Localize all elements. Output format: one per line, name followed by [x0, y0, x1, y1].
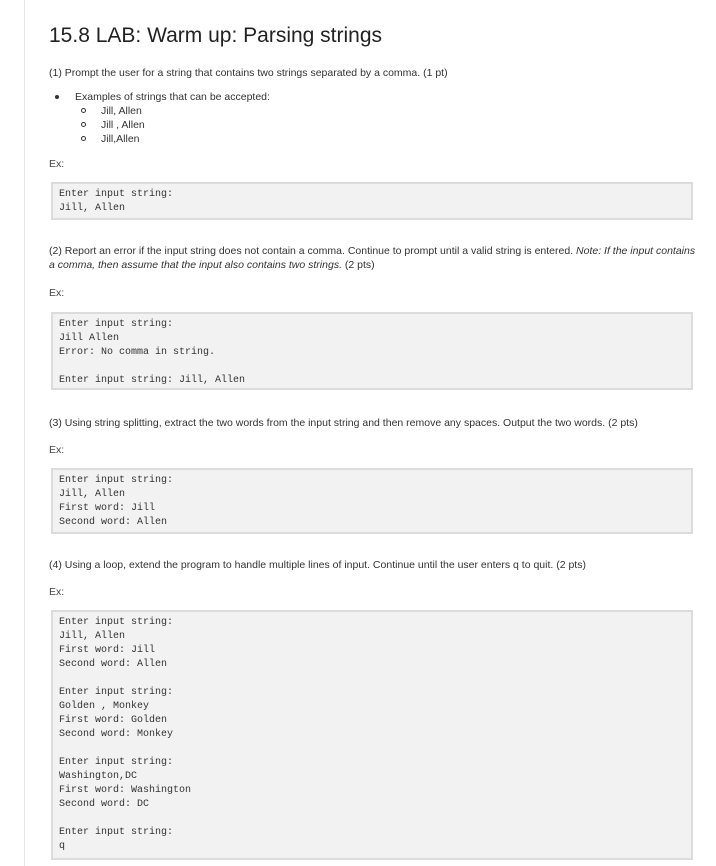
- example-label: Ex:: [49, 287, 65, 299]
- example-label: Ex:: [49, 586, 65, 598]
- example-label: Ex:: [49, 158, 65, 170]
- bullet-text: Examples of strings that can be accepted:: [75, 91, 270, 103]
- list-item: [49, 90, 669, 104]
- circle-bullet-icon: [81, 108, 86, 113]
- list-item: [49, 104, 669, 118]
- code-example-4: Enter input string: Jill, Allen First word: Jill Second word: Allen Enter input string: Golden , Monkey First word: Golden Second word: Monkey Enter input string: Washington,DC First word: Washington Second word: DC Enter input string: q: [51, 610, 693, 860]
- code-example-1: Enter input string: Jill, Allen: [51, 182, 693, 220]
- part2-points: (2 pts): [342, 259, 375, 271]
- accepted-examples-list: [49, 90, 669, 146]
- example-string: Jill, Allen: [101, 105, 142, 117]
- example-label: Ex:: [49, 444, 65, 456]
- circle-bullet-icon: [81, 136, 86, 141]
- circle-bullet-icon: [81, 122, 86, 127]
- list-item: [49, 132, 669, 146]
- part2-instructions: [49, 244, 701, 272]
- example-string: Jill,Allen: [101, 133, 140, 145]
- example-string: Jill , Allen: [101, 119, 145, 131]
- page-title: 15.8 LAB: Warm up: Parsing strings: [49, 24, 383, 47]
- list-item: [49, 118, 669, 132]
- code-example-3: Enter input string: Jill, Allen First word: Jill Second word: Allen: [51, 468, 693, 534]
- part4-instructions: (4) Using a loop, extend the program to handle multiple lines of input. Continue until the user enters q to quit. (2 pts): [49, 559, 586, 571]
- lab-content-panel: [24, 0, 716, 866]
- part1-instructions: (1) Prompt the user for a string that contains two strings separated by a comma. (1 pt): [49, 67, 448, 79]
- part3-instructions: (3) Using string splitting, extract the two words from the input string and then remove any spaces. Output the two words. (2 pts): [49, 417, 638, 429]
- bullet-icon: [55, 95, 59, 99]
- part2-text: (2) Report an error if the input string does not contain a comma. Continue to prompt until a valid string is entered.: [49, 245, 577, 257]
- code-example-2: Enter input string: Jill Allen Error: No comma in string. Enter input string: Jill, Allen: [51, 312, 693, 390]
- part2-note: Note: If the input contains a comma, then assume that the input also contains two strings.: [49, 245, 696, 271]
